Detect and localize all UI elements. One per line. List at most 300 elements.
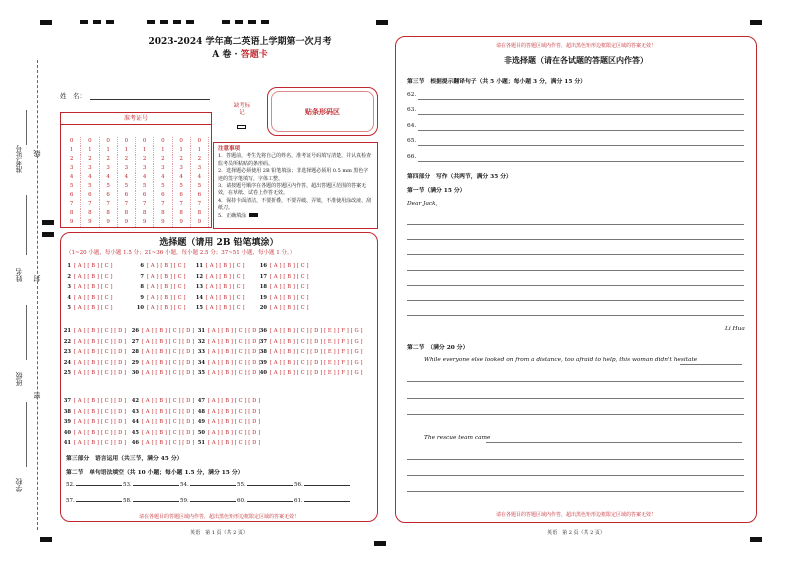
exam-number-digit[interactable]: 9 xyxy=(100,218,118,227)
question-48[interactable] xyxy=(196,409,260,415)
answer-options[interactable]: [ A ] [ B ] [ C ] xyxy=(206,284,245,291)
answer-options[interactable]: [ A ] [ B ] [ C ] [ D ] xyxy=(74,328,127,334)
answer-options[interactable]: [ A ] [ B ] [ C ] [ D ] xyxy=(208,440,261,447)
letter-line[interactable] xyxy=(407,300,744,301)
question-34[interactable] xyxy=(196,360,260,366)
answer-options[interactable]: [ A ] [ B ] [ C ] [ D ] xyxy=(142,419,195,426)
question-26[interactable] xyxy=(130,328,194,334)
blank-line[interactable] xyxy=(76,485,122,486)
answer-options[interactable]: [ A ] [ B ] [ C ] [ D ] [ E ] [ F ] [ G ] xyxy=(270,349,363,356)
exam-number-digit[interactable]: 4 xyxy=(136,173,154,182)
exam-number-digit[interactable]: 0 xyxy=(191,137,209,146)
question-number: 4 xyxy=(67,294,71,301)
answer-options[interactable]: [ A ] [ B ] [ C ] [ D ] xyxy=(208,408,261,415)
answer-options[interactable]: [ A ] [ B ] [ C ] xyxy=(147,284,186,291)
barcode-area xyxy=(267,87,378,136)
exam-number-digit[interactable]: 8 xyxy=(154,209,172,218)
exam-number-digit[interactable]: 2 xyxy=(136,155,154,164)
exam-number-digit[interactable]: 6 xyxy=(191,191,209,200)
reg-mark xyxy=(374,541,386,546)
question-number: 21 xyxy=(63,328,71,334)
answer-options[interactable]: [ A ] [ B ] [ C ] [ D ] xyxy=(74,370,127,377)
blank-item[interactable] xyxy=(123,482,179,488)
exam-number-digit[interactable]: 9 xyxy=(191,218,209,227)
question-40[interactable] xyxy=(258,370,363,376)
question-9[interactable] xyxy=(135,295,186,301)
answer-options[interactable]: [ A ] [ B ] [ C ] xyxy=(147,294,186,301)
question-33[interactable] xyxy=(196,349,260,355)
exam-number-digit[interactable]: 0 xyxy=(154,137,172,146)
blank-number: 57. xyxy=(66,498,75,504)
answer-options[interactable]: [ A ] [ B ] [ C ] [ D ] xyxy=(74,429,127,436)
exam-number-digit[interactable]: 5 xyxy=(154,182,172,191)
story-line[interactable] xyxy=(407,491,744,492)
exam-number-digit[interactable]: 9 xyxy=(173,218,191,227)
question-number: 48 xyxy=(197,408,205,415)
question-15[interactable] xyxy=(194,305,245,311)
question-number: 19 xyxy=(259,294,267,301)
exam-number-digit[interactable]: 1 xyxy=(81,146,99,155)
exam-number-digit[interactable]: 8 xyxy=(81,209,99,218)
exam-number-digit[interactable]: 2 xyxy=(63,155,81,164)
question-13[interactable] xyxy=(194,284,245,290)
question-44[interactable] xyxy=(130,419,194,425)
answer-options[interactable]: [ A ] [ B ] [ C ] xyxy=(74,305,113,312)
answer-options[interactable]: [ A ] [ B ] [ C ] [ D ] xyxy=(208,370,261,377)
exam-number-digit[interactable]: 6 xyxy=(63,191,81,200)
reg-mark xyxy=(173,20,181,24)
answer-options[interactable]: [ A ] [ B ] [ C ] xyxy=(147,305,186,312)
binding-line xyxy=(26,305,27,360)
blank-item[interactable] xyxy=(180,482,236,488)
question-5[interactable] xyxy=(62,305,113,311)
reg-mark xyxy=(40,537,52,542)
answer-options[interactable]: [ A ] [ B ] [ C ] xyxy=(147,273,186,280)
exam-number-digit[interactable]: 4 xyxy=(173,173,191,182)
question-39[interactable] xyxy=(62,419,126,425)
question-3[interactable] xyxy=(62,284,113,290)
answer-options[interactable]: [ A ] [ B ] [ C ] xyxy=(74,294,113,301)
question-number: 16 xyxy=(259,263,267,269)
answer-options[interactable]: [ A ] [ B ] [ C ] [ D ] xyxy=(142,359,195,366)
exam-number-digit[interactable]: 3 xyxy=(81,164,99,173)
question-number: 23 xyxy=(63,349,71,356)
blank-number: 60. xyxy=(237,498,246,504)
exam-number-digit[interactable]: 1 xyxy=(154,146,172,155)
blank-item[interactable] xyxy=(66,482,122,488)
exam-number-digit[interactable]: 8 xyxy=(136,209,154,218)
fill-example-text: 5．正确填涂 xyxy=(218,212,247,219)
exam-number-digit[interactable]: 9 xyxy=(81,218,99,227)
answer-options[interactable]: [ A ] [ B ] [ C ] [ D ] xyxy=(74,408,127,415)
question-46[interactable] xyxy=(130,440,194,446)
answer-options[interactable]: [ A ] [ B ] [ C ] xyxy=(74,273,113,280)
question-31[interactable] xyxy=(196,328,260,334)
para1-line[interactable] xyxy=(680,364,742,365)
question-47[interactable] xyxy=(196,398,260,404)
question-37[interactable] xyxy=(62,398,126,404)
exam-number-digit[interactable]: 3 xyxy=(63,164,81,173)
question-23[interactable] xyxy=(62,349,126,355)
reg-mark xyxy=(106,20,114,24)
question-8[interactable] xyxy=(135,284,186,290)
answer-options[interactable]: [ A ] [ B ] [ C ] xyxy=(74,284,113,291)
exam-number-digit[interactable]: 7 xyxy=(173,200,191,209)
blank-line[interactable] xyxy=(190,485,236,486)
question-22[interactable] xyxy=(62,339,126,345)
letter-line[interactable] xyxy=(407,224,744,225)
answer-options[interactable]: [ A ] [ B ] [ C ] [ D ] xyxy=(74,440,127,447)
exam-number-digit[interactable]: 2 xyxy=(191,155,209,164)
question-number: 44 xyxy=(131,419,139,426)
question-18[interactable] xyxy=(258,284,309,290)
question-19[interactable] xyxy=(258,295,309,301)
question-6[interactable] xyxy=(135,263,186,269)
answer-options[interactable]: [ A ] [ B ] [ C ] [ D ] xyxy=(142,398,195,404)
translation-line[interactable] xyxy=(418,145,744,146)
answer-options[interactable]: [ A ] [ B ] [ C ] [ D ] xyxy=(74,419,127,426)
exam-number-digit[interactable]: 5 xyxy=(191,182,209,191)
exam-number-digit[interactable]: 7 xyxy=(63,200,81,209)
exam-number-digit[interactable]: 5 xyxy=(100,182,118,191)
blank-item[interactable] xyxy=(237,498,293,504)
blank-number: 58. xyxy=(123,498,132,504)
reg-mark xyxy=(248,20,256,24)
translation-number: 62. xyxy=(407,92,417,98)
exam-number-digit[interactable]: 2 xyxy=(100,155,118,164)
letter-line[interactable] xyxy=(407,270,744,271)
blank-line[interactable] xyxy=(190,501,236,502)
exam-number-digit[interactable]: 2 xyxy=(173,155,191,164)
exam-number-digit[interactable]: 3 xyxy=(154,164,172,173)
exam-number-digit[interactable]: 9 xyxy=(63,218,81,227)
question-51[interactable] xyxy=(196,440,260,446)
exam-number-digit[interactable]: 7 xyxy=(191,200,209,209)
answer-options[interactable]: [ A ] [ B ] [ C ] [ D ] xyxy=(208,429,261,436)
question-25[interactable] xyxy=(62,370,126,376)
answer-options[interactable]: [ A ] [ B ] [ C ] xyxy=(270,294,309,301)
exam-number-digit[interactable]: 4 xyxy=(63,173,81,182)
question-27[interactable] xyxy=(130,339,194,345)
exam-number-digit[interactable]: 1 xyxy=(100,146,118,155)
para2-line[interactable] xyxy=(486,442,742,443)
blank-line[interactable] xyxy=(133,485,179,486)
answer-frame-right xyxy=(395,36,757,523)
notice-fill-example xyxy=(218,213,373,220)
exam-number-digit[interactable]: 8 xyxy=(173,209,191,218)
question-49[interactable] xyxy=(196,419,260,425)
letter-line[interactable] xyxy=(407,315,744,316)
page-subtitle xyxy=(100,47,380,60)
exam-number-digit[interactable]: 8 xyxy=(100,209,118,218)
question-37[interactable] xyxy=(258,339,363,345)
answer-options[interactable]: [ A ] [ B ] [ C ] [ D ] xyxy=(208,338,261,345)
notice-item: 3．请按题号顺序在各题的答题区内作答，超出答题区范围的答案无效，在草纸、试卷上作答无效。 xyxy=(218,183,367,197)
exam-number-digit[interactable]: 5 xyxy=(81,182,99,191)
blank-item[interactable] xyxy=(294,482,350,488)
exam-number-digit[interactable]: 1 xyxy=(191,146,209,155)
answer-options[interactable]: [ A ] [ B ] [ C ] [ D ] xyxy=(208,419,261,426)
question-7[interactable] xyxy=(135,274,186,280)
question-30[interactable] xyxy=(130,370,194,376)
blank-item[interactable] xyxy=(66,498,122,504)
exam-number-digit[interactable]: 2 xyxy=(118,155,136,164)
answer-options[interactable]: [ A ] [ B ] [ C ] [ D ] xyxy=(142,349,195,356)
name-field[interactable] xyxy=(90,99,210,100)
exam-number-column xyxy=(154,137,172,227)
question-35[interactable] xyxy=(196,370,260,376)
question-40[interactable] xyxy=(62,430,126,436)
question-42[interactable] xyxy=(130,398,194,404)
question-41[interactable] xyxy=(62,440,126,446)
question-number: 49 xyxy=(197,419,205,426)
exam-number-digit[interactable]: 5 xyxy=(63,182,81,191)
answer-options[interactable]: [ A ] [ B ] [ C ] xyxy=(270,263,309,269)
blank-item[interactable] xyxy=(237,482,293,488)
reg-mark xyxy=(40,20,52,25)
answer-options[interactable]: [ A ] [ B ] [ C ] xyxy=(147,263,186,269)
exam-number-digit[interactable]: 9 xyxy=(154,218,172,227)
story-line[interactable] xyxy=(407,459,744,460)
question-10[interactable] xyxy=(135,305,186,311)
question-16[interactable] xyxy=(258,263,309,269)
question-1[interactable] xyxy=(62,263,113,269)
answer-options[interactable]: [ A ] [ B ] [ C ] [ D ] xyxy=(142,429,195,436)
exam-number-digit[interactable]: 0 xyxy=(173,137,191,146)
letter-line[interactable] xyxy=(407,254,744,255)
question-2[interactable] xyxy=(62,274,113,280)
question-45[interactable] xyxy=(130,430,194,436)
exam-number-digit[interactable]: 4 xyxy=(100,173,118,182)
absent-checkbox[interactable] xyxy=(237,125,246,129)
exam-number-digit[interactable]: 6 xyxy=(154,191,172,200)
answer-options[interactable]: [ A ] [ B ] [ C ] xyxy=(270,305,309,312)
question-number: 31 xyxy=(197,328,205,334)
reg-mark xyxy=(93,20,101,24)
fill-example-mark xyxy=(249,213,258,217)
question-number: 8 xyxy=(140,284,144,291)
exam-number-digit[interactable]: 3 xyxy=(136,164,154,173)
exam-number-digit[interactable]: 0 xyxy=(81,137,99,146)
exam-number-digit[interactable]: 9 xyxy=(118,218,136,227)
question-number: 39 xyxy=(63,419,71,426)
continuation-para2: The rescue team came xyxy=(424,435,491,441)
exam-number-digit[interactable]: 3 xyxy=(100,164,118,173)
exam-number-digit[interactable]: 6 xyxy=(81,191,99,200)
reg-mark xyxy=(160,20,168,24)
exam-number-digit[interactable]: 4 xyxy=(118,173,136,182)
answer-options[interactable]: [ A ] [ B ] [ C ] xyxy=(270,284,309,291)
question-number: 14 xyxy=(195,294,203,301)
answer-options[interactable]: [ A ] [ B ] [ C ] [ D ] xyxy=(74,398,127,404)
exam-number-digit[interactable]: 6 xyxy=(173,191,191,200)
answer-options[interactable]: [ A ] [ B ] [ C ] xyxy=(206,305,245,312)
question-28[interactable] xyxy=(130,349,194,355)
exam-number-digit[interactable]: 8 xyxy=(118,209,136,218)
question-32[interactable] xyxy=(196,339,260,345)
question-17[interactable] xyxy=(258,274,309,280)
side-feng: 封 xyxy=(33,275,41,282)
question-number: 7 xyxy=(140,273,144,280)
blank-item[interactable] xyxy=(180,498,236,504)
exam-number-column xyxy=(118,137,136,227)
exam-number-digit[interactable]: 4 xyxy=(154,173,172,182)
exam-number-digit[interactable]: 7 xyxy=(136,200,154,209)
blank-item[interactable] xyxy=(123,498,179,504)
answer-options[interactable]: [ A ] [ B ] [ C ] [ D ] xyxy=(142,408,195,415)
question-20[interactable] xyxy=(258,305,309,311)
binding-line xyxy=(26,195,27,255)
exam-number-digit[interactable]: 3 xyxy=(173,164,191,173)
exam-number-digit[interactable]: 7 xyxy=(81,200,99,209)
question-number: 34 xyxy=(197,359,205,366)
exam-number-digit[interactable]: 2 xyxy=(154,155,172,164)
answer-options[interactable]: [ A ] [ B ] [ C ] [ D ] xyxy=(208,328,261,334)
question-12[interactable] xyxy=(194,274,245,280)
answer-options[interactable]: [ A ] [ B ] [ C ] [ D ] xyxy=(142,328,195,334)
exam-number-column xyxy=(191,137,209,227)
right-warning-bottom: 请在各题目的答题区域内作答，超出黑色矩形边框限定区域的答案无效！ xyxy=(495,512,656,518)
exam-number-digit[interactable]: 8 xyxy=(191,209,209,218)
question-number: 5 xyxy=(67,305,71,312)
answer-options[interactable]: [ A ] [ B ] [ C ] xyxy=(74,263,113,269)
exam-number-digit[interactable]: 5 xyxy=(118,182,136,191)
answer-options[interactable]: [ A ] [ B ] [ C ] [ D ] xyxy=(142,370,195,377)
question-number: 20 xyxy=(259,305,267,312)
blank-number: 52. xyxy=(66,482,75,488)
answer-options[interactable]: [ A ] [ B ] [ C ] xyxy=(270,273,309,280)
exam-number-digit[interactable]: 1 xyxy=(173,146,191,155)
exam-number-digit[interactable]: 7 xyxy=(118,200,136,209)
reg-mark xyxy=(42,232,54,237)
story-line[interactable] xyxy=(407,381,744,382)
answer-options[interactable]: [ A ] [ B ] [ C ] [ D ] [ E ] [ F ] [ G ] xyxy=(270,338,363,345)
question-50[interactable] xyxy=(196,430,260,436)
right-footer: 英语 第 2 页（共 2 页） xyxy=(547,530,605,536)
exam-number-digit[interactable]: 1 xyxy=(136,146,154,155)
exam-number-digit[interactable]: 4 xyxy=(81,173,99,182)
answer-options[interactable]: [ A ] [ B ] [ C ] [ D ] xyxy=(142,440,195,447)
answer-options[interactable]: [ A ] [ B ] [ C ] xyxy=(206,273,245,280)
reg-mark xyxy=(235,20,243,24)
exam-number-digit[interactable]: 6 xyxy=(100,191,118,200)
exam-number-digit[interactable]: 6 xyxy=(136,191,154,200)
translation-line[interactable] xyxy=(418,114,744,115)
exam-number-digit[interactable]: 0 xyxy=(100,137,118,146)
exam-number-digit[interactable]: 1 xyxy=(118,146,136,155)
story-line[interactable] xyxy=(407,398,744,399)
exam-number-digit[interactable]: 4 xyxy=(191,173,209,182)
blank-line[interactable] xyxy=(76,501,122,502)
exam-number-column xyxy=(100,137,118,227)
exam-number-digit[interactable]: 1 xyxy=(63,146,81,155)
question-4[interactable] xyxy=(62,295,113,301)
answer-options[interactable]: [ A ] [ B ] [ C ] [ D ] xyxy=(74,359,127,366)
exam-number-digit[interactable]: 0 xyxy=(118,137,136,146)
question-29[interactable] xyxy=(130,360,194,366)
blank-line[interactable] xyxy=(304,501,350,502)
question-36[interactable] xyxy=(258,328,363,334)
answer-options[interactable]: [ A ] [ B ] [ C ] [ D ] xyxy=(208,349,261,356)
story-line[interactable] xyxy=(407,475,744,476)
answer-options[interactable]: [ A ] [ B ] [ C ] [ D ] xyxy=(208,398,261,404)
exam-number-digit[interactable]: 8 xyxy=(63,209,81,218)
side-class: 班级 xyxy=(15,372,23,386)
answer-options[interactable]: [ A ] [ B ] [ C ] [ D ] [ E ] [ F ] [ G ] xyxy=(270,328,363,334)
question-38[interactable] xyxy=(258,349,363,355)
question-number: 40 xyxy=(259,370,267,377)
answer-options[interactable]: [ A ] [ B ] [ C ] xyxy=(206,263,245,269)
exam-number-digit[interactable]: 7 xyxy=(100,200,118,209)
blank-number: 59. xyxy=(180,498,189,504)
blank-line[interactable] xyxy=(247,485,293,486)
exam-number-digit[interactable]: 2 xyxy=(81,155,99,164)
question-11[interactable] xyxy=(194,263,245,269)
blank-line[interactable] xyxy=(304,485,350,486)
question-39[interactable] xyxy=(258,360,363,366)
binding-line xyxy=(26,110,27,145)
question-number: 36 xyxy=(259,328,267,334)
blank-line[interactable] xyxy=(247,501,293,502)
binding-line xyxy=(26,402,27,467)
mc-title: 选择题（请用 2B 铅笔填涂） xyxy=(159,238,279,248)
translation-line[interactable] xyxy=(418,161,744,162)
blank-item[interactable] xyxy=(294,498,350,504)
exam-number-column xyxy=(136,137,154,227)
question-number: 37 xyxy=(63,398,71,404)
answer-options[interactable]: [ A ] [ B ] [ C ] [ D ] [ E ] [ F ] [ G ] xyxy=(270,370,363,377)
exam-number-digit[interactable]: 7 xyxy=(154,200,172,209)
story-line[interactable] xyxy=(407,414,744,415)
reg-mark xyxy=(222,20,230,24)
answer-options[interactable]: [ A ] [ B ] [ C ] [ D ] xyxy=(208,359,261,366)
exam-number-digit[interactable]: 0 xyxy=(63,137,81,146)
answer-options[interactable]: [ A ] [ B ] [ C ] [ D ] xyxy=(74,349,127,356)
exam-number-digit[interactable]: 9 xyxy=(136,218,154,227)
question-number: 32 xyxy=(197,338,205,345)
question-43[interactable] xyxy=(130,409,194,415)
exam-number-digit[interactable]: 5 xyxy=(136,182,154,191)
blank-number: 56. xyxy=(294,482,303,488)
question-number: 38 xyxy=(259,349,267,356)
question-38[interactable] xyxy=(62,409,126,415)
letter-line[interactable] xyxy=(407,285,744,286)
exam-number-digit[interactable]: 6 xyxy=(118,191,136,200)
exam-number-digit[interactable]: 3 xyxy=(118,164,136,173)
answer-options[interactable]: [ A ] [ B ] [ C ] xyxy=(206,294,245,301)
answer-options[interactable]: [ A ] [ B ] [ C ] [ D ] xyxy=(142,338,195,345)
exam-number-digit[interactable]: 3 xyxy=(191,164,209,173)
question-number: 3 xyxy=(67,284,71,291)
question-number: 39 xyxy=(259,359,267,366)
answer-options[interactable]: [ A ] [ B ] [ C ] [ D ] [ E ] [ F ] [ G ] xyxy=(270,359,363,366)
notice-title: 注意事项 xyxy=(218,146,241,152)
question-24[interactable] xyxy=(62,360,126,366)
letter-line[interactable] xyxy=(407,239,744,240)
exam-number-digit[interactable]: 5 xyxy=(173,182,191,191)
blank-line[interactable] xyxy=(133,501,179,502)
barcode-label: 贴条形码区 xyxy=(271,91,374,132)
exam-number-digit[interactable]: 0 xyxy=(136,137,154,146)
answer-options[interactable]: [ A ] [ B ] [ C ] [ D ] xyxy=(74,338,127,345)
translation-line[interactable] xyxy=(418,130,744,131)
section3-title: 第三部分 语言运用（共三节，满分 45 分） xyxy=(66,456,183,462)
question-14[interactable] xyxy=(194,295,245,301)
question-number: 43 xyxy=(131,408,139,415)
question-number: 40 xyxy=(63,429,71,436)
question-21[interactable] xyxy=(62,328,126,334)
translation-line[interactable] xyxy=(418,99,744,100)
